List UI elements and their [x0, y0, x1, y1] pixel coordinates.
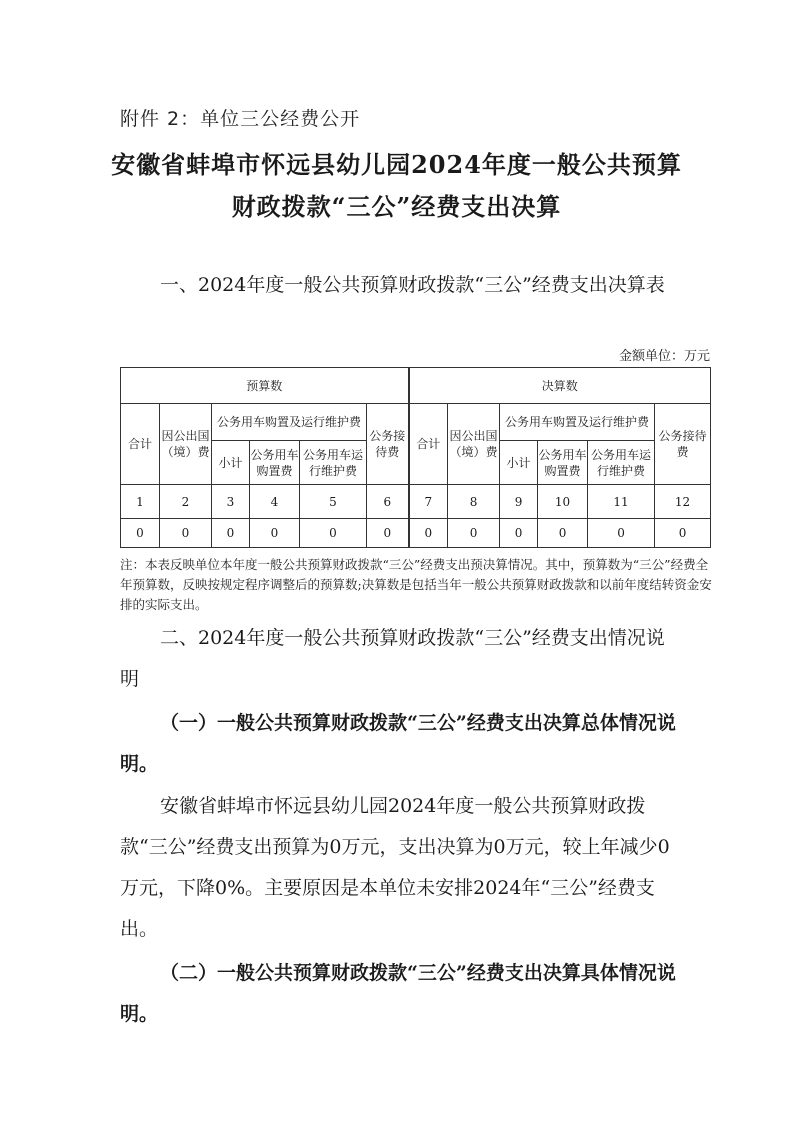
col-header-subtotal: 小计 [500, 441, 538, 485]
table-cell: 3 [212, 485, 250, 519]
table-row-values [121, 519, 711, 548]
table-cell: 0 [367, 519, 409, 548]
table-cell: 2 [160, 485, 212, 519]
table-cell: 0 [500, 519, 538, 548]
table-cell: 0 [300, 519, 367, 548]
subsection1-heading: （一）一般公共预算财政拨款“三公”经费支出决算总体情况说明。 [120, 712, 676, 775]
group-header-final: 决算数 [409, 368, 711, 404]
table-cell: 6 [367, 485, 409, 519]
table-cell: 0 [409, 519, 448, 548]
table-cell: 12 [655, 485, 711, 519]
table-cell: 0 [655, 519, 711, 548]
table-cell: 0 [448, 519, 500, 548]
table-cell: 5 [300, 485, 367, 519]
col-header-vehicle-group: 公务用车购置及运行维护费 [500, 404, 655, 441]
col-header-vehicle-operation: 公务用车运行维护费 [300, 441, 367, 485]
three-public-expenses-table [120, 367, 711, 548]
table-cell: 0 [121, 519, 160, 548]
document-title-line2: 财政拨款“三公”经费支出决算 [231, 192, 562, 221]
table-cell: 1 [121, 485, 160, 519]
attachment-label: 附件 2：单位三公经费公开 [120, 108, 361, 130]
subsection2-heading: （二）一般公共预算财政拨款“三公”经费支出决算具体情况说明。 [120, 962, 676, 1025]
unit-label: 金额单位：万元 [618, 349, 710, 364]
table-cell: 0 [212, 519, 250, 548]
table-cell: 11 [588, 485, 655, 519]
table-cell: 0 [160, 519, 212, 548]
table-cell: 0 [538, 519, 588, 548]
subsection1-body: 安徽省蚌埠市怀远县幼儿园2024年度一般公共预算财政拨款“三公”经费支出预算为0万元，支出决算为0万元，较上年减少0万元，下降0%。主要原因是本单位未安排2024年“三公”经费支出。 [120, 795, 670, 940]
table-row-index [121, 485, 711, 519]
col-header-reception: 公务接待费 [367, 404, 409, 485]
col-header-abroad: 因公出国（境）费 [160, 404, 212, 485]
table-cell: 8 [448, 485, 500, 519]
col-header-subtotal: 小计 [212, 441, 250, 485]
col-header-reception: 公务接待费 [655, 404, 711, 485]
col-header-total: 合计 [409, 404, 448, 485]
table-cell: 4 [250, 485, 300, 519]
table-cell: 0 [588, 519, 655, 548]
section1-heading: 一、2024年度一般公共预算财政拨款“三公”经费支出决算表 [160, 274, 665, 296]
table-cell: 0 [250, 519, 300, 548]
col-header-total: 合计 [121, 404, 160, 485]
table-cell: 9 [500, 485, 538, 519]
col-header-vehicle-purchase: 公务用车购置费 [538, 441, 588, 485]
col-header-vehicle-group: 公务用车购置及运行维护费 [212, 404, 367, 441]
col-header-vehicle-purchase: 公务用车购置费 [250, 441, 300, 485]
table-note: 注：本表反映单位本年度一般公共预算财政拨款“三公”经费支出预决算情况。其中，预算数为“三公”经费全年预算数，反映按规定程序调整后的预算数;决算数是包括当年一般公共预算财政拨款和以前年度结转资金安排的实际支出。 [120, 557, 712, 612]
section2-heading: 二、2024年度一般公共预算财政拨款“三公”经费支出情况说明 [120, 627, 665, 690]
group-header-budget: 预算数 [121, 368, 409, 404]
table-cell: 10 [538, 485, 588, 519]
document-title-line1: 安徽省蚌埠市怀远县幼儿园2024年度一般公共预算 [111, 150, 682, 179]
table-cell: 7 [409, 485, 448, 519]
col-header-vehicle-operation: 公务用车运行维护费 [588, 441, 655, 485]
col-header-abroad: 因公出国（境）费 [448, 404, 500, 485]
